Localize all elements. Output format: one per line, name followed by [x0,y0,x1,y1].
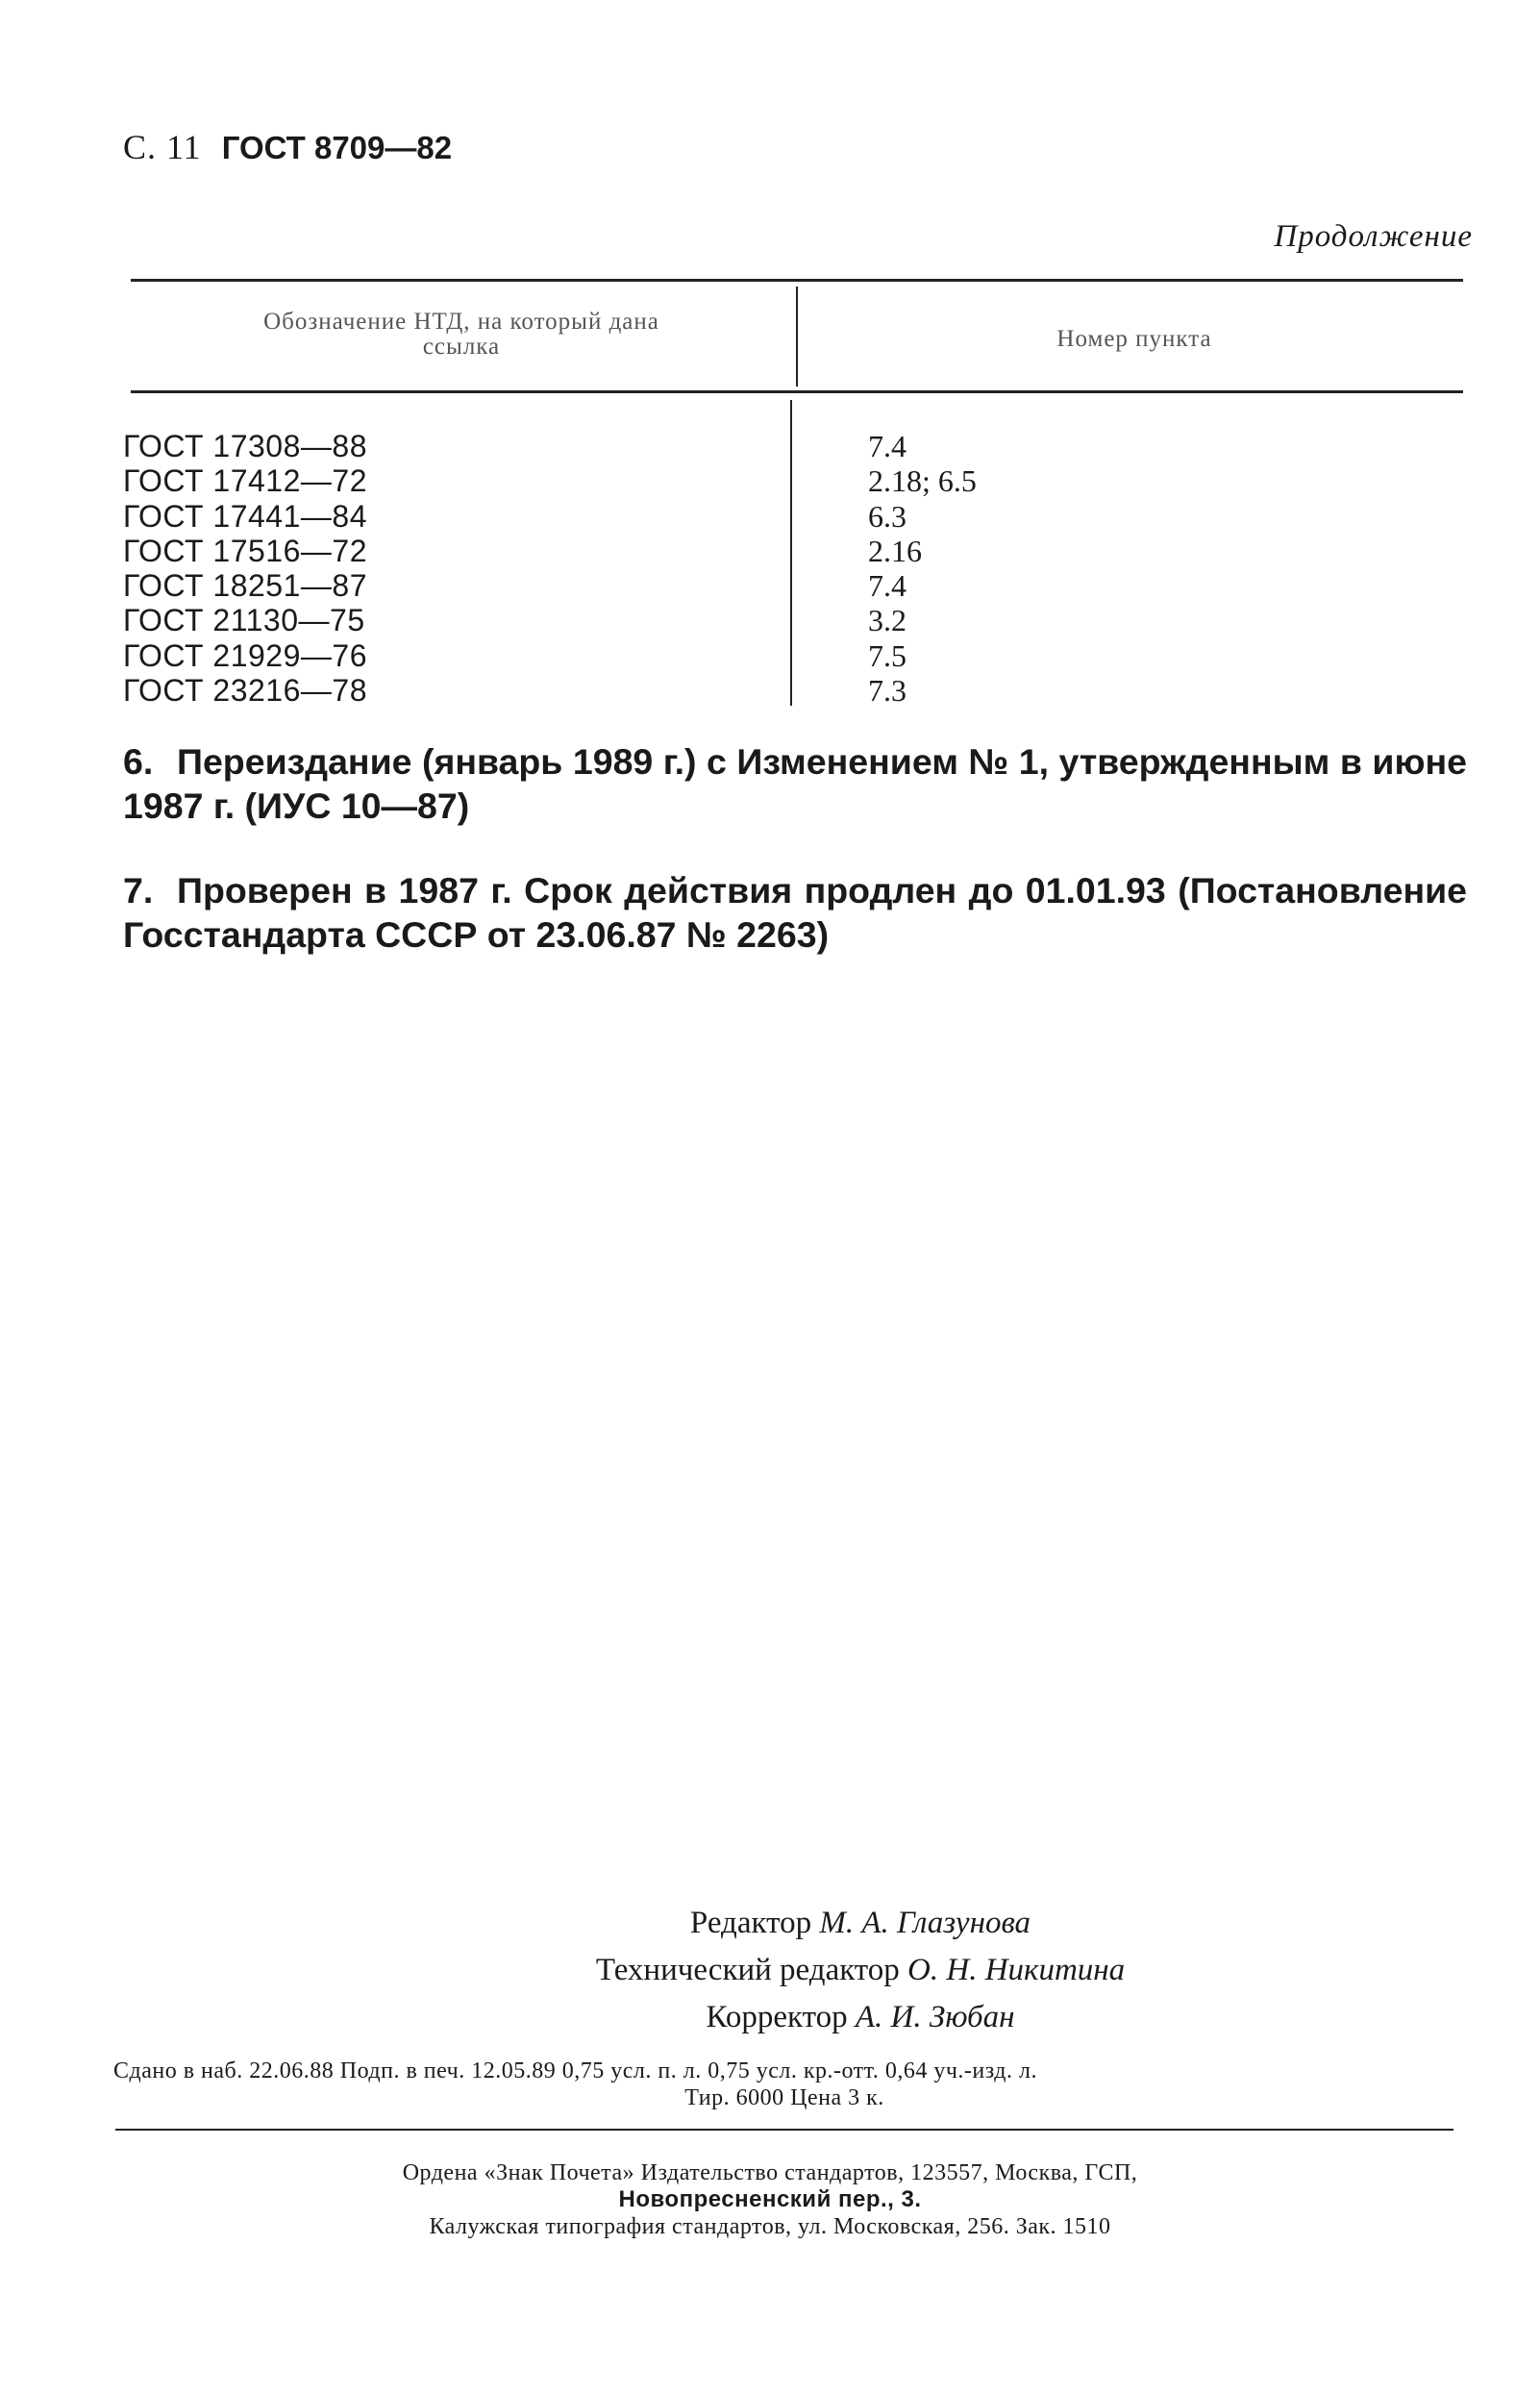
table-cell-doc: ГОСТ 18251—87 [123,568,367,604]
page-header [123,127,452,167]
table-header-document: Обозначение НТД, на который дана ссылка [263,309,659,360]
table-column-documents [123,429,367,708]
table-body-divider [790,400,792,706]
table-cell-item: 3.2 [868,603,907,638]
table-cell-doc: ГОСТ 21130—75 [123,603,365,638]
table-cell-item: 7.4 [868,429,907,463]
imprint-rule [115,2129,1453,2131]
printing-house: Калужская типография стандартов, ул. Московская, 256. Зак. 1510 [429,2214,1111,2239]
table-cell-doc: ГОСТ 17441—84 [123,498,367,534]
table-cell-item: 2.18; 6.5 [868,463,977,499]
credit-editor: Редактор М. А. Глазунова [689,1906,1031,1940]
table-cell-item: 7.4 [868,568,907,604]
table-cell-item: 2.16 [868,533,922,568]
publisher-name: Ордена «Знак Почета» Издательство стандартов, 123557, Москва, ГСП, [402,2160,1138,2185]
note-reissue [123,739,1467,828]
table-cell-doc: ГОСТ 17308—88 [123,429,367,463]
imprint-dates: Сдано в наб. 22.06.88 Подп. в печ. 12.05.89 0,75 усл. п. л. 0,75 усл. кр.-отт. 0,64 уч.-изд. л. [113,2058,1037,2083]
page-number: С. 11 [123,128,202,166]
editor-name: М. А. Глазунова [819,1906,1031,1940]
publisher-block [0,2159,1540,2240]
note-verification [123,868,1467,957]
table-column-items [868,429,977,708]
table-header-divider [796,287,798,387]
table-cell-item: 6.3 [868,498,907,534]
table-header-item: Номер пункта [1056,326,1212,352]
table-top-rule [131,279,1463,282]
continuation-label: Продолжение [1274,219,1473,254]
note-text: Переиздание (январь 1989 г.) с Изменением № 1, утвержденным в июне 1987 г. (ИУС 10—87) [123,741,1467,826]
corrector-name: А. И. Зюбан [855,2000,1015,2034]
table-header-rule [131,390,1463,393]
imprint-run: Тир. 6000 Цена 3 к. [684,2085,884,2110]
note-text: Проверен в 1987 г. Срок действия продлен до 01.01.93 (Постановление Госстандарта СССР от 23.06.87 № 2263) [123,870,1467,955]
table-cell-item: 7.3 [868,673,907,709]
table-cell-doc: ГОСТ 21929—76 [123,637,367,673]
table-cell-doc: ГОСТ 17516—72 [123,533,367,568]
credit-tech-editor: Технический редактор О. Н. Никитина [595,1953,1126,1987]
credits-block [0,1900,1540,2041]
credit-corrector: Корректор А. И. Зюбан [706,2000,1015,2034]
publisher-address: Новопресненский пер., 3. [618,2186,922,2212]
table-cell-item: 7.5 [868,637,907,673]
table-cell-doc: ГОСТ 17412—72 [123,463,367,499]
print-imprint [113,2058,1455,2111]
tech-editor-name: О. Н. Никитина [907,1953,1126,1987]
standard-number: ГОСТ 8709—82 [221,130,453,165]
note-number: 7. [123,870,154,911]
note-number: 6. [123,741,154,782]
table-cell-doc: ГОСТ 23216—78 [123,673,367,709]
